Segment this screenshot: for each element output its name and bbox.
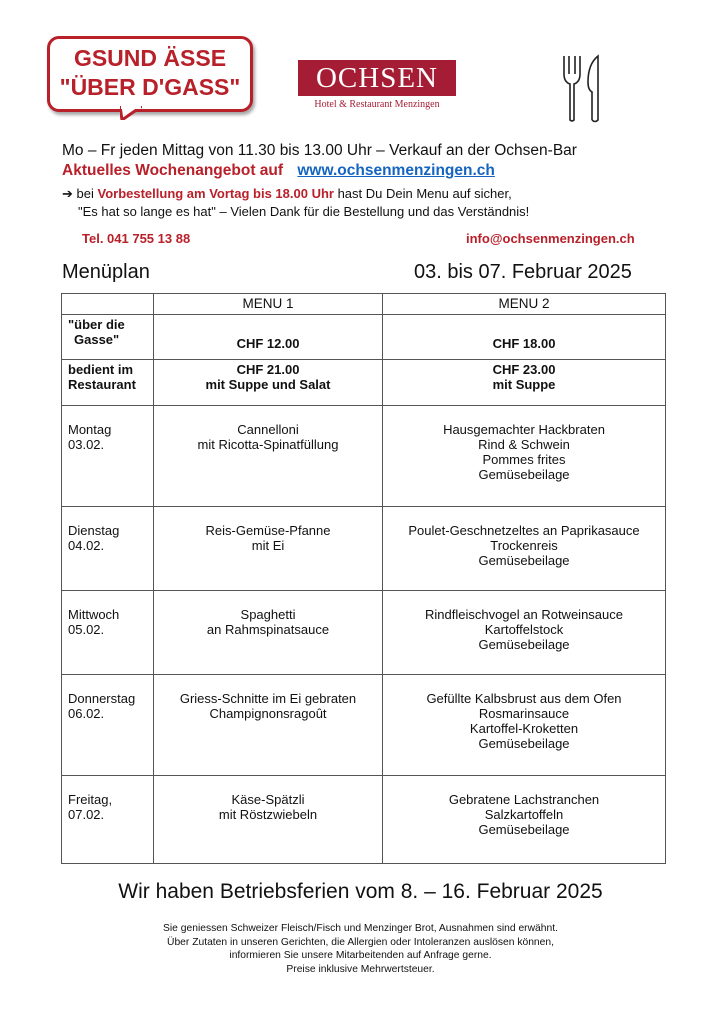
day-row (62, 675, 666, 776)
header-blank (62, 294, 154, 315)
weekly-offer-label: Aktuelles Wochenangebot auf (62, 162, 284, 179)
price-row-takeaway (62, 315, 666, 360)
fork-knife-icon (560, 52, 604, 124)
menu1-dish: Cannelloni mit Ricotta-Spinatfüllung (154, 406, 383, 507)
price-menu2: CHF 18.00 (383, 315, 666, 360)
day-row (62, 406, 666, 507)
menu1-dish: Spaghetti an Rahmspinatsauce (154, 591, 383, 675)
day-row (62, 507, 666, 591)
menu2-dish: Gebratene Lachstranchen Salzkartoffeln Gemüsebeilage (383, 776, 666, 864)
website-link[interactable]: www.ochsenmenzingen.ch (297, 162, 495, 179)
header-menu2: MENU 2 (383, 294, 666, 315)
day-label: Dienstag 04.02. (62, 507, 154, 591)
ochsen-logo-subtitle: Hotel & Restaurant Menzingen (314, 99, 440, 110)
arrow-right-icon: ➔ (62, 186, 77, 201)
menu2-dish: Poulet-Geschnetzeltes an Paprikasauce Trockenreis Gemüsebeilage (383, 507, 666, 591)
phone-number[interactable]: Tel. 041 755 13 88 (82, 231, 191, 246)
day-row (62, 591, 666, 675)
price-menu1: CHF 21.00 mit Suppe und Salat (154, 360, 383, 406)
day-row (62, 776, 666, 864)
date-range: 03. bis 07. Februar 2025 (414, 261, 632, 283)
menu1-dish: Reis-Gemüse-Pfanne mit Ei (154, 507, 383, 591)
menu-table (61, 293, 666, 864)
opening-hours-text: Mo – Fr jeden Mittag von 11.30 bis 13.00 Uhr – Verkauf an der Ochsen-Bar (62, 142, 577, 159)
menu1-dish: Griess-Schnitte im Ei gebraten Champignonsragoût (154, 675, 383, 776)
preorder-line: ➔ bei Vorbestellung am Vortag bis 18.00 Uhr hast Du Dein Menu auf sicher, (62, 186, 512, 201)
thanks-text: "Es hat so lange es hat" – Vielen Dank für die Bestellung und das Verständnis! (78, 204, 530, 219)
page-title: Menüplan (62, 261, 150, 283)
footer-notes: Sie geniessen Schweizer Fleisch/Fisch und Menzinger Brot, Ausnahmen sind erwähnt. Über Zutaten in unseren Gerichten, die Allergien oder Intoleranzen auslösen können, informieren Sie unsere Mitarbeitenden auf Anfrage gerne. Preise inklusive Mehrwertsteuer. (163, 923, 558, 975)
menu2-dish: Rindfleischvogel an Rotweinsauce Kartoffelstock Gemüsebeilage (383, 591, 666, 675)
menu2-dish: Gefüllte Kalbsbrust aus dem Ofen Rosmarinsauce Kartoffel-Kroketten Gemüsebeilage (383, 675, 666, 776)
day-label: Freitag, 07.02. (62, 776, 154, 864)
day-label: Montag 03.02. (62, 406, 154, 507)
price-row-restaurant (62, 360, 666, 406)
preorder-deadline: Vorbestellung am Vortag bis 18.00 Uhr (97, 186, 334, 201)
price-menu2: CHF 23.00 mit Suppe (383, 360, 666, 406)
day-label: Donnerstag 06.02. (62, 675, 154, 776)
speech-bubble-tail (120, 106, 142, 120)
menu1-dish: Käse-Spätzli mit Röstzwiebeln (154, 776, 383, 864)
promo-badge-text: GSUND ÄSSE "ÜBER D'GASS" (59, 45, 241, 100)
row-label: "über die Gasse" (62, 315, 154, 360)
header-menu1: MENU 1 (154, 294, 383, 315)
ochsen-logo[interactable]: OCHSEN (298, 60, 456, 96)
email-address[interactable]: info@ochsenmenzingen.ch (466, 231, 635, 246)
table-header-row (62, 294, 666, 315)
menu2-dish: Hausgemachter Hackbraten Rind & Schwein Pommes frites Gemüsebeilage (383, 406, 666, 507)
weekly-offer-line (62, 162, 495, 180)
day-label: Mittwoch 05.02. (62, 591, 154, 675)
holiday-notice: Wir haben Betriebsferien vom 8. – 16. Februar 2025 (118, 880, 603, 903)
price-menu1: CHF 12.00 (154, 315, 383, 360)
row-label: bedient im Restaurant (62, 360, 154, 406)
